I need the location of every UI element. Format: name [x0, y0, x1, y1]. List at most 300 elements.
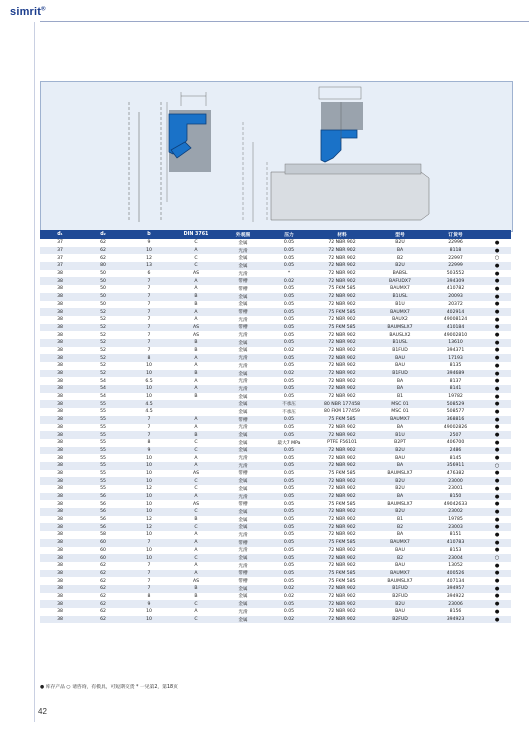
cell-d2: 54 — [80, 385, 126, 393]
cell-d1: 38 — [40, 370, 80, 378]
cell-outer-surface: 金属 — [238, 394, 248, 400]
cell-b: 7 — [126, 339, 172, 347]
cell-b: 7 — [147, 563, 151, 569]
cell-outer-surface: 金属 — [238, 440, 248, 446]
cell-d1: 38 — [57, 486, 63, 492]
cell-pressure: 0.05 — [283, 301, 295, 307]
cell-material: 75 FKM 585 — [328, 501, 356, 507]
cell-type: B2U — [372, 477, 428, 485]
cell-b: 7 — [147, 317, 151, 323]
cell-order-number: 368816 — [428, 416, 483, 424]
cell-b: 10 — [126, 508, 172, 516]
cell-order-number: 22999 — [428, 262, 483, 270]
cell-type: B2FUD — [372, 616, 428, 624]
cell-d1: 38 — [57, 378, 63, 384]
table-row — [40, 562, 511, 570]
table-row — [40, 485, 511, 493]
table-row — [40, 600, 511, 608]
cell-d2: 62 — [80, 585, 126, 593]
cell-pressure: 0.05 — [283, 609, 295, 615]
cell-outer-surface: 光滑 — [238, 532, 248, 538]
cell-type: B2U — [372, 262, 428, 270]
table-row — [40, 454, 511, 462]
cell-din: B — [194, 593, 198, 599]
cell-type: BAUMSLX7 — [387, 578, 413, 584]
col-header-pressure: 压力 — [266, 230, 312, 239]
cell-b: 10 — [126, 477, 172, 485]
cell-din: C — [172, 554, 220, 562]
cell-type: B1FUD — [392, 347, 408, 353]
cell-pressure: 0.05 — [283, 547, 295, 553]
cell-pressure: 0.05 — [283, 332, 295, 338]
cell-b: 7 — [147, 332, 151, 338]
cell-d1: 38 — [57, 317, 63, 323]
table-header-row — [40, 230, 511, 239]
cell-d1: 38 — [57, 347, 63, 353]
col-header-outer-surface: 外观图 — [220, 230, 266, 239]
cell-d2: 55 — [100, 440, 106, 446]
cell-outer-surface: 金属 — [220, 554, 266, 562]
cell-pressure: 0.05 — [283, 578, 295, 584]
cell-d1: 38 — [40, 416, 80, 424]
cell-pressure: 0.05 — [283, 378, 295, 384]
cell-d1: 38 — [40, 616, 80, 624]
seal-cross-section-diagram — [41, 82, 512, 231]
cell-outer-surface: 光滑 — [238, 456, 248, 462]
cell-b: 10 — [126, 493, 172, 501]
cell-outer-surface: 金属 — [220, 585, 266, 593]
cell-order-number: 8135 — [449, 363, 462, 369]
cell-order-number: 508577 — [446, 409, 465, 415]
cell-din: A — [194, 532, 198, 538]
cell-din: A — [194, 547, 198, 553]
cell-din: AS — [192, 578, 200, 584]
cell-material: 75 FKM 585 — [312, 416, 372, 424]
cell-din: AS — [192, 501, 200, 507]
cell-d2: 80 — [80, 262, 126, 270]
cell-pressure: 0.02 — [266, 277, 312, 285]
cell-din: AS — [192, 470, 200, 476]
cell-order-number: 23004 — [428, 554, 483, 562]
cell-b: 7 — [147, 424, 151, 430]
cell-din: B — [194, 394, 198, 400]
cell-d2: 58 — [100, 532, 106, 538]
cell-type: BA — [372, 385, 428, 393]
cell-order-number: 2507 — [428, 431, 483, 439]
cell-order-number: 49008124 — [443, 317, 468, 323]
cell-material: 72 NBR 902 — [328, 424, 356, 430]
table-row — [40, 531, 511, 539]
cell-d1: 38 — [57, 578, 63, 584]
cell-availability: ● — [494, 531, 500, 538]
table-row — [40, 470, 511, 478]
cell-material: 80 NBR 177458 — [312, 400, 372, 408]
cell-outer-surface: 金属 — [238, 256, 248, 262]
cell-type: BA — [396, 378, 404, 384]
cell-order-number: 13610 — [428, 339, 483, 347]
cell-din: C — [194, 255, 198, 261]
cell-type: BAU — [395, 455, 405, 461]
cell-order-number: 394309 — [428, 277, 483, 285]
cell-type: BAUSLX2 — [389, 332, 411, 338]
cell-d2: 50 — [100, 286, 106, 292]
cell-order-number: 22996 — [448, 240, 463, 246]
cell-d2: 56 — [100, 501, 106, 507]
cell-type: BAU — [395, 563, 405, 569]
cell-order-number: 23006 — [428, 600, 483, 608]
cell-type: BAUMX7 — [372, 539, 428, 547]
cell-b: 7 — [126, 585, 172, 593]
cell-din: A — [172, 385, 220, 393]
table-row — [40, 439, 511, 447]
seal-spec-table — [40, 230, 511, 623]
cell-availability: ● — [483, 616, 511, 624]
cell-din: A — [172, 539, 220, 547]
cell-availability: ● — [494, 301, 500, 308]
cell-d2: 55 — [80, 477, 126, 485]
cell-outer-surface: 金属 — [220, 370, 266, 378]
cell-type: BAUMSLX7 — [387, 470, 413, 476]
table-row — [40, 593, 511, 601]
cell-material: 72 NBR 902 — [328, 301, 356, 307]
cell-availability: ● — [483, 262, 511, 270]
cell-material: 75 FKM 585 — [312, 570, 372, 578]
cell-outer-surface: 金属 — [238, 517, 248, 523]
cell-d1: 38 — [57, 301, 63, 307]
cell-type: B1U — [395, 301, 405, 307]
cell-d1: 38 — [40, 570, 80, 578]
cell-outer-surface: 带槽 — [220, 416, 266, 424]
cell-material: 72 NBR 902 — [328, 363, 356, 369]
cell-availability: ● — [483, 324, 511, 332]
cell-din: B — [194, 347, 198, 353]
cell-pressure: 0.05 — [283, 517, 295, 523]
col-header-din: DIN 3761 — [172, 230, 220, 239]
cell-material: 72 NBR 902 — [312, 493, 372, 501]
cell-order-number: 2486 — [428, 447, 483, 455]
cell-pressure: 不承压 — [266, 400, 312, 408]
cell-type: B2 — [396, 255, 404, 261]
cell-b: 7 — [126, 570, 172, 578]
table-row — [40, 554, 511, 562]
cell-b: 4.5 — [126, 400, 172, 408]
cell-order-number: 406700 — [446, 440, 465, 446]
cell-d1: 38 — [40, 339, 80, 347]
cell-din: C — [172, 477, 220, 485]
cell-availability: ● — [483, 431, 511, 439]
cell-type: BAU — [395, 547, 405, 553]
cell-d2: 52 — [100, 317, 106, 323]
cell-b: 7 — [126, 277, 172, 285]
cell-order-number: 49002826 — [443, 424, 468, 430]
cell-d1: 38 — [40, 308, 80, 316]
cell-pressure: 0.05 — [266, 462, 312, 470]
cell-availability: ○ — [494, 255, 500, 262]
table-row — [40, 570, 511, 578]
cell-availability: ● — [483, 247, 511, 255]
cell-b: 10 — [126, 385, 172, 393]
cell-availability: ● — [483, 600, 511, 608]
cell-type: BA — [396, 424, 404, 430]
cell-availability: ● — [483, 370, 511, 378]
cell-material: 72 NBR 902 — [328, 517, 356, 523]
cell-type: BA — [396, 532, 404, 538]
cell-order-number: 23000 — [428, 477, 483, 485]
cell-din: AS — [192, 271, 200, 277]
cell-order-number: 8156 — [449, 609, 462, 615]
cell-d2: 54 — [100, 378, 106, 384]
table-row — [40, 516, 511, 524]
cell-d2: 62 — [100, 240, 106, 246]
cell-b: 4.5 — [145, 409, 153, 415]
cell-availability: ● — [494, 501, 500, 508]
cell-b: 7 — [126, 416, 172, 424]
cell-order-number: 20093 — [428, 293, 483, 301]
cell-b: 10 — [126, 554, 172, 562]
cell-pressure: 0.05 — [283, 563, 295, 569]
page-number: 42 — [38, 707, 47, 716]
cell-d1: 38 — [57, 532, 63, 538]
cell-b: 7 — [147, 578, 151, 584]
cell-b: 9 — [147, 240, 151, 246]
cell-order-number: 23001 — [448, 486, 463, 492]
cell-outer-surface: 金属 — [220, 600, 266, 608]
cell-material: 72 NBR 902 — [312, 462, 372, 470]
cell-d2: 60 — [80, 539, 126, 547]
cell-type: B1U — [372, 431, 428, 439]
cell-d1: 38 — [40, 508, 80, 516]
cell-type: B2FUD — [392, 593, 408, 599]
cell-type: BAU — [372, 354, 428, 362]
cell-b: 7 — [147, 286, 151, 292]
table-row — [40, 354, 511, 362]
cell-din: AS — [192, 332, 200, 338]
cell-material: 72 NBR 902 — [328, 271, 356, 277]
cell-d2: 62 — [100, 593, 106, 599]
table-row — [40, 377, 511, 385]
cell-outer-surface: 光滑 — [238, 333, 248, 339]
table-row — [40, 285, 511, 293]
cell-availability: ● — [494, 455, 500, 462]
cell-availability: ● — [494, 316, 500, 323]
cell-pressure: 0.02 — [266, 370, 312, 378]
cell-din — [172, 400, 220, 408]
cell-availability: ● — [494, 408, 500, 415]
cell-availability: ● — [494, 332, 500, 339]
cell-material: 72 NBR 902 — [312, 477, 372, 485]
cell-b: 10 — [146, 470, 152, 476]
cell-b: 10 — [146, 609, 152, 615]
cell-b: 10 — [126, 370, 172, 378]
table-row — [40, 316, 511, 324]
table-row — [40, 393, 511, 401]
cell-availability: ● — [494, 485, 500, 492]
cell-d1: 37 — [57, 240, 63, 246]
cell-b: 12 — [126, 523, 172, 531]
cell-material: 72 NBR 902 — [312, 523, 372, 531]
cell-type: B1 — [396, 394, 404, 400]
cell-order-number: 8137 — [449, 378, 462, 384]
cell-material: 75 FKM 585 — [312, 324, 372, 332]
cell-availability: ● — [494, 470, 500, 477]
cell-b: 10 — [146, 394, 152, 400]
cell-d2: 55 — [80, 462, 126, 470]
cell-din: A — [194, 286, 198, 292]
cell-din: C — [194, 486, 198, 492]
cell-material: 72 NBR 902 — [328, 255, 356, 261]
cell-type: BAUMX7 — [390, 286, 410, 292]
cell-d1: 38 — [40, 400, 80, 408]
cell-material: 72 NBR 902 — [312, 585, 372, 593]
cell-din: A — [194, 424, 198, 430]
cell-din: A — [172, 354, 220, 362]
table-row — [40, 270, 511, 278]
table-row — [40, 424, 511, 432]
cell-b: 8 — [126, 354, 172, 362]
cell-type: BAU — [395, 609, 405, 615]
cell-outer-surface: 带槽 — [238, 286, 248, 292]
cell-b: 10 — [146, 363, 152, 369]
cell-type: B2U — [372, 508, 428, 516]
cell-type: BABSL — [392, 271, 408, 277]
cell-outer-surface: 金属 — [238, 302, 248, 308]
table-row — [40, 477, 511, 485]
cell-availability: ● — [483, 493, 511, 501]
cell-outer-surface: 金属 — [220, 508, 266, 516]
cell-pressure: 0.05 — [266, 262, 312, 270]
cell-pressure: 0.05 — [266, 339, 312, 347]
cell-din: C — [194, 440, 198, 446]
cell-pressure: 0.05 — [266, 539, 312, 547]
cell-availability: ● — [483, 508, 511, 516]
cell-order-number: 356911 — [428, 462, 483, 470]
cell-d2: 55 — [100, 470, 106, 476]
cell-availability: ● — [494, 516, 500, 523]
cell-order-number: 394689 — [428, 370, 483, 378]
cell-material: 72 NBR 902 — [328, 593, 356, 599]
cell-material: 75 FKM 585 — [328, 578, 356, 584]
cell-order-number: 8141 — [428, 385, 483, 393]
cell-d2: 62 — [100, 563, 106, 569]
cell-type: BA — [372, 462, 428, 470]
cell-b: 10 — [126, 247, 172, 255]
cell-availability: ● — [483, 277, 511, 285]
cell-material: 72 NBR 902 — [328, 378, 356, 384]
cell-outer-surface: 金属 — [220, 293, 266, 301]
cell-order-number: 20372 — [448, 301, 463, 307]
cell-d2: 56 — [80, 493, 126, 501]
cell-din: B — [172, 339, 220, 347]
cell-din: A — [172, 308, 220, 316]
table-row — [40, 347, 511, 355]
cell-d1: 38 — [40, 600, 80, 608]
cell-din: A — [194, 609, 198, 615]
cell-order-number: 394923 — [428, 616, 483, 624]
cell-outer-surface: 金属 — [238, 486, 248, 492]
cell-availability: ● — [483, 523, 511, 531]
cell-outer-surface: 金属 — [220, 339, 266, 347]
cell-d1: 38 — [57, 547, 63, 553]
cell-d1: 38 — [57, 286, 63, 292]
table-row — [40, 362, 511, 370]
cell-order-number: 8151 — [449, 532, 462, 538]
cell-outer-surface: 金属 — [220, 523, 266, 531]
cell-outer-surface: 金属 — [238, 409, 248, 415]
cell-type: MSC 01 — [372, 400, 428, 408]
cell-outer-surface: 光滑 — [238, 563, 248, 569]
cell-d2: 56 — [80, 508, 126, 516]
cell-din — [172, 408, 220, 416]
cell-outer-surface: 光滑 — [220, 247, 266, 255]
cell-d2: 55 — [100, 486, 106, 492]
table-row — [40, 308, 511, 316]
cell-material: 72 NBR 902 — [312, 447, 372, 455]
cell-d2: 55 — [80, 400, 126, 408]
cell-outer-surface: 光滑 — [238, 317, 248, 323]
cell-din: C — [172, 600, 220, 608]
cell-b: 7 — [126, 293, 172, 301]
cell-d1: 38 — [40, 354, 80, 362]
cell-availability: ● — [483, 308, 511, 316]
table-row — [40, 400, 511, 408]
cell-d1: 38 — [57, 563, 63, 569]
cell-d2: 50 — [80, 277, 126, 285]
cell-pressure: 0.05 — [283, 363, 295, 369]
cell-b: 13 — [126, 262, 172, 270]
cell-order-number: 400526 — [428, 570, 483, 578]
cell-order-number: 22997 — [448, 255, 463, 261]
cell-material: PTFE F56101 — [327, 440, 357, 446]
cell-outer-surface: 带槽 — [238, 502, 248, 508]
cell-material: 72 NBR 902 — [328, 609, 356, 615]
cell-material: 72 NBR 902 — [328, 563, 356, 569]
cell-pressure: 0.05 — [266, 293, 312, 301]
cell-pressure: 0.05 — [283, 255, 295, 261]
cell-d2: 55 — [80, 447, 126, 455]
cell-din: B — [172, 293, 220, 301]
cell-d2: 55 — [100, 424, 106, 430]
col-header-d1: d₁ — [40, 230, 80, 239]
cell-pressure: 最大7 MPa — [277, 440, 301, 446]
cell-d1: 38 — [40, 585, 80, 593]
cell-pressure: 0.05 — [266, 447, 312, 455]
cell-type: B2 — [372, 523, 428, 531]
cell-pressure: 0.05 — [266, 493, 312, 501]
cell-outer-surface: 光滑 — [238, 363, 248, 369]
cell-d2: 55 — [100, 455, 106, 461]
cell-d1: 38 — [57, 517, 63, 523]
cell-outer-surface: 带槽 — [220, 324, 266, 332]
cell-type: B2PT — [394, 440, 406, 446]
cell-material: 72 NBR 902 — [312, 262, 372, 270]
cell-pressure: 0.05 — [283, 424, 295, 430]
cell-din: C — [172, 262, 220, 270]
cell-pressure: 0.05 — [283, 394, 295, 400]
cell-type: B2U — [372, 600, 428, 608]
cell-outer-surface: 带槽 — [220, 308, 266, 316]
cell-order-number: 410783 — [428, 539, 483, 547]
cell-availability: ● — [483, 447, 511, 455]
cell-din: A — [194, 563, 198, 569]
cell-availability: ● — [483, 354, 511, 362]
cell-order-number: 49002810 — [443, 332, 468, 338]
cell-material: 72 NBR 902 — [312, 277, 372, 285]
table-row — [40, 547, 511, 555]
cell-availability: ● — [483, 416, 511, 424]
cell-din: A — [172, 570, 220, 578]
table-legend: ● 库存产品 ○ 请咨询，有模具，可短期交货 * 一见第2，第18页 — [40, 685, 178, 690]
cell-d1: 38 — [40, 431, 80, 439]
